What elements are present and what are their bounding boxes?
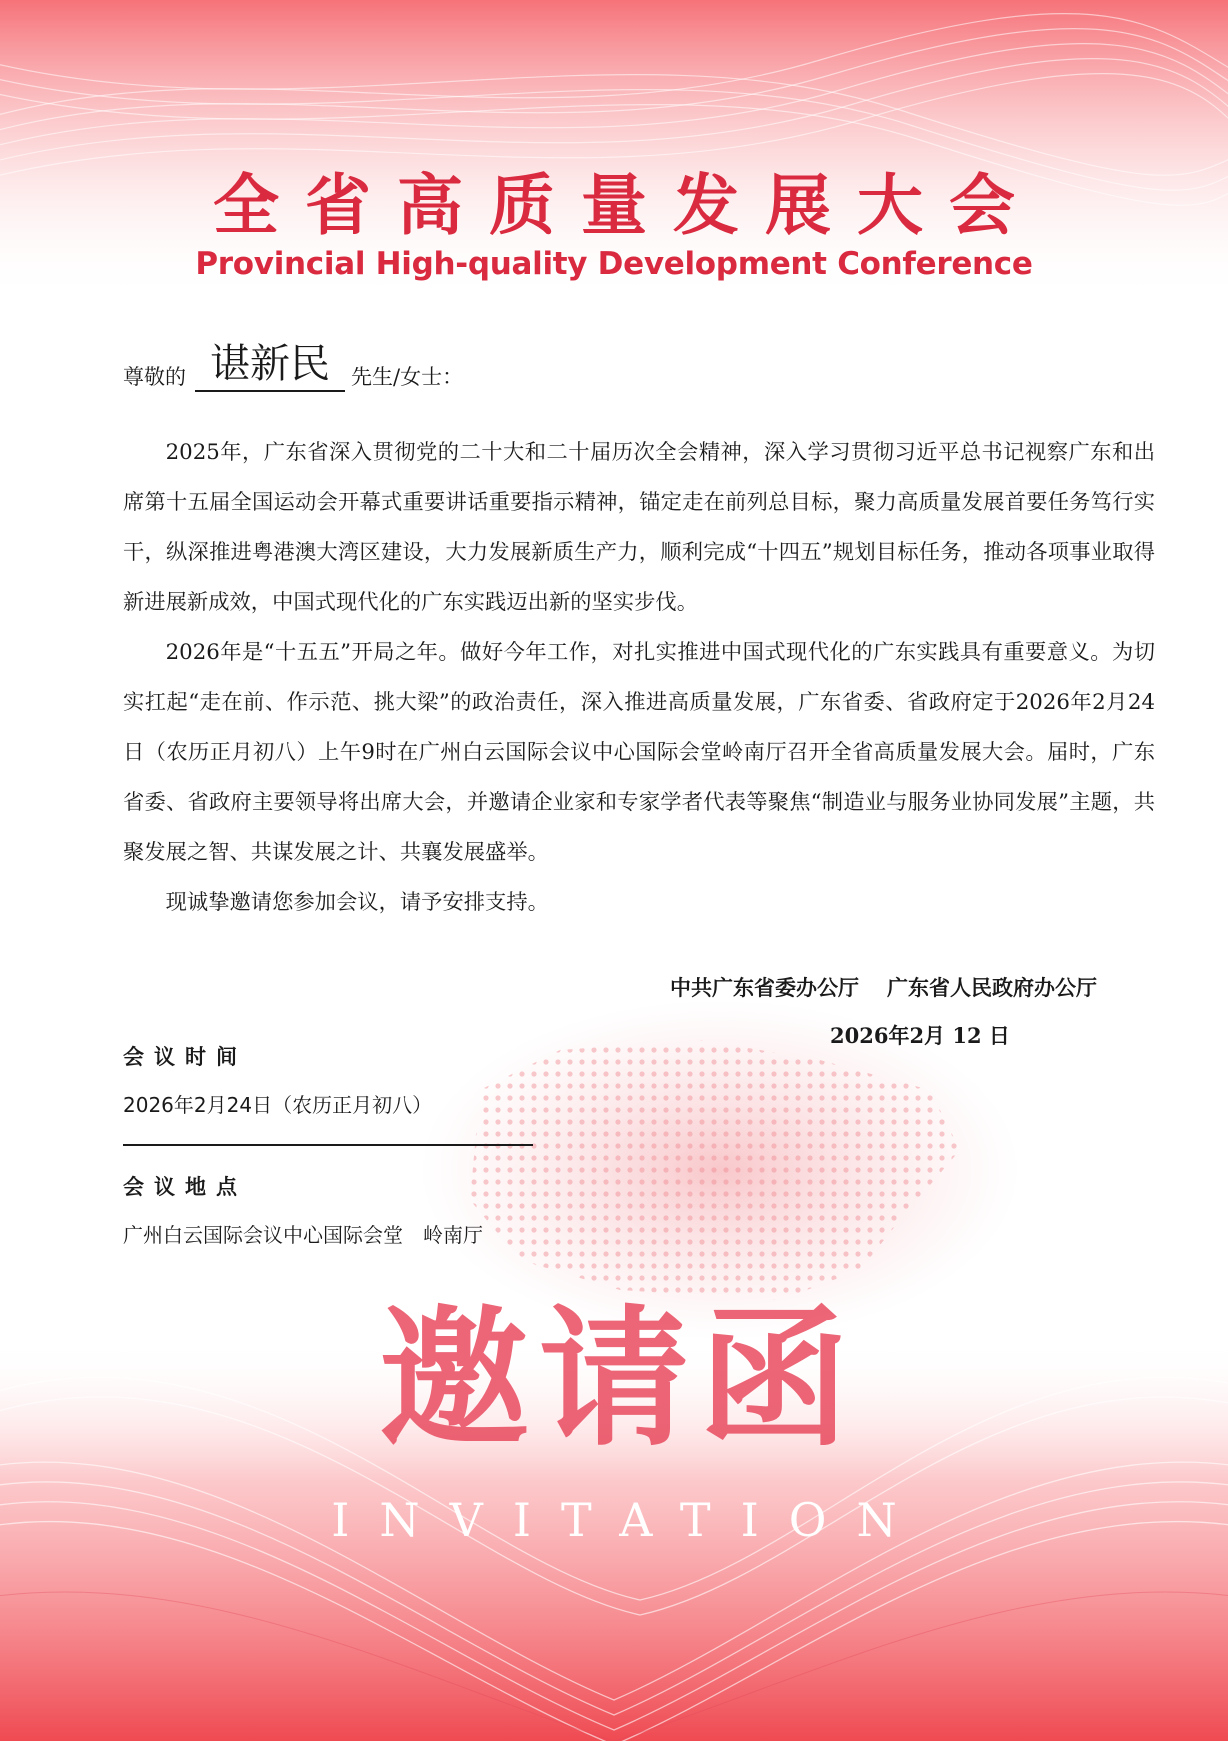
info-divider — [123, 1144, 533, 1146]
conference-title-en: Provincial High-quality Development Conference — [195, 246, 1033, 282]
salutation-prefix: 尊敬的 — [123, 365, 186, 389]
signature-orgs — [670, 968, 1097, 1008]
body-paragraph-1: 2025年，广东省深入贯彻党的二十大和二十届历次全会精神，深入学习贯彻习近平总书记视察广东和出席第十五届全国运动会开幕式重要讲话重要指示精神，锚定走在前列总目标，聚力高质量发展首要任务笃行实干，纵深推进粤港澳大湾区建设，大力发展新质生产力，顺利完成“十四五”规划目标任务，推动各项事业取得新进展新成效，中国式现代化的广东实践迈出新的坚实步伐。 — [123, 440, 1155, 615]
meeting-time-value: 2026年2月24日（农历正月初八） — [123, 1093, 433, 1117]
conference-title-cn: 全省高质量发展大会 — [213, 167, 1041, 244]
salutation-suffix: 先生/女士： — [351, 365, 464, 389]
body-paragraph-2: 2026年是“十五五”开局之年。做好今年工作，对扎实推进中国式现代化的广东实践具有重要意义。为切实扛起“走在前、作示范、挑大梁”的政治责任，深入推进高质量发展，广东省委、省政府定于2026年2月24日（农历正月初八）上午9时在广州白云国际会议中心国际会堂岭南厅召开全省高质量发展大会。届时，广东省委、省政府主要领导将出席大会，并邀请企业家和专家学者代表等聚焦“制造业与服务业协同发展”主题，共聚发展之智、共谋发展之计、共襄发展盛举。 — [123, 640, 1155, 865]
invitation-title-cn: 邀请函 — [378, 1293, 859, 1467]
meeting-place-value: 广州白云国际会议中心国际会堂 岭南厅 — [123, 1223, 483, 1247]
salutation — [123, 342, 1023, 392]
signature-org-government: 广东省人民政府办公厅 — [887, 975, 1097, 1000]
invitation-title-en: INVITATION — [331, 1493, 927, 1547]
signature-date: 2026年2月 12 日 — [830, 1023, 1010, 1048]
meeting-time-label: 会议时间 — [123, 1045, 247, 1069]
body-paragraph-3: 现诚挚邀请您参加会议，请予安排支持。 — [165, 890, 549, 915]
letter-body — [123, 428, 1155, 928]
meeting-place-label: 会议地点 — [123, 1175, 247, 1199]
signature-org-party: 中共广东省委办公厅 — [670, 975, 859, 1000]
guest-name: 谌新民 — [195, 342, 345, 392]
